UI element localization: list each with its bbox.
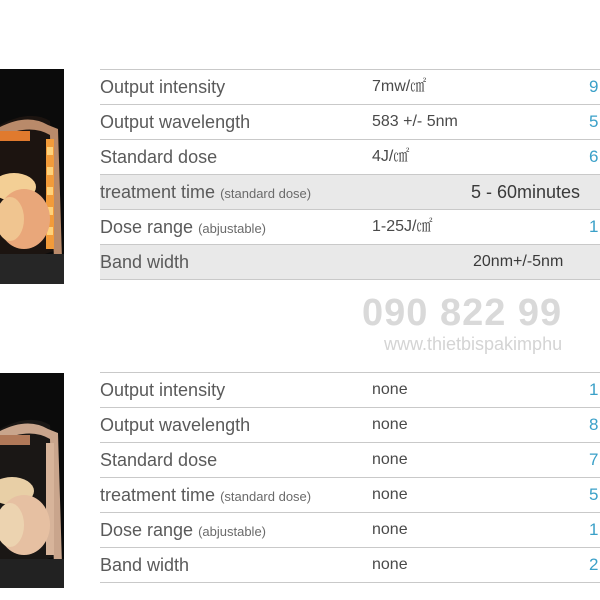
row-value: 20nm+/-5nm <box>473 253 564 270</box>
table-row <box>100 443 600 478</box>
table-row <box>100 140 600 175</box>
device-photo-top <box>0 69 64 284</box>
table-row <box>100 548 600 583</box>
row-value: none <box>372 416 408 433</box>
row-label: Band width <box>100 252 190 272</box>
row-label: treatment time (standard dose) <box>100 182 312 202</box>
table-row <box>100 105 600 140</box>
row-label: Standard dose <box>100 147 218 167</box>
row-extra: 2 <box>589 555 599 574</box>
row-value: none <box>372 521 408 538</box>
row-note: (standard dose) <box>220 186 312 201</box>
table-row <box>100 513 600 548</box>
row-extra: 1 <box>589 217 599 236</box>
row-value: 1-25J/㎠ <box>372 218 433 235</box>
row-extra: 7 <box>589 450 599 469</box>
row-extra: 8 <box>589 415 599 434</box>
row-extra: 5 <box>589 112 599 131</box>
table-row <box>100 245 600 280</box>
row-label: treatment time (standard dose) <box>100 485 312 505</box>
row-label: Output intensity <box>100 77 226 97</box>
table-row <box>100 210 600 245</box>
row-label: Band width <box>100 555 190 575</box>
row-value: 5 - 60minutes <box>471 182 581 202</box>
row-extra: 1 <box>589 380 599 399</box>
row-extra: 6 <box>589 147 599 166</box>
row-value: none <box>372 381 408 398</box>
row-extra: 5 <box>589 485 599 504</box>
table-row <box>100 373 600 408</box>
device-photo-bottom <box>0 373 64 588</box>
table-row <box>100 175 600 210</box>
row-label: Standard dose <box>100 450 218 470</box>
row-extra: 9 <box>589 77 599 96</box>
table-row <box>100 70 600 105</box>
row-note: (abjustable) <box>198 524 267 539</box>
spec-table-top <box>100 69 600 280</box>
row-value: 583 +/- 5nm <box>372 113 458 130</box>
row-label: Output intensity <box>100 380 226 400</box>
row-label: Dose range (abjustable) <box>100 217 267 237</box>
row-label: Output wavelength <box>100 415 251 435</box>
spec-table-bottom <box>100 372 600 583</box>
table-row <box>100 478 600 513</box>
row-extra: 1 <box>589 520 599 539</box>
table-row <box>100 408 600 443</box>
row-note: (standard dose) <box>220 489 312 504</box>
watermark-phone: 090 822 99 <box>362 292 563 334</box>
row-value: 7mw/㎠ <box>372 78 427 95</box>
row-value: none <box>372 451 408 468</box>
row-label: Dose range (abjustable) <box>100 520 267 540</box>
row-value: none <box>372 486 408 503</box>
row-value: 4J/㎠ <box>372 148 410 165</box>
row-note: (abjustable) <box>198 221 267 236</box>
row-value: none <box>372 556 408 573</box>
watermark-url: www.thietbispakimphu <box>384 334 563 354</box>
row-label: Output wavelength <box>100 112 251 132</box>
